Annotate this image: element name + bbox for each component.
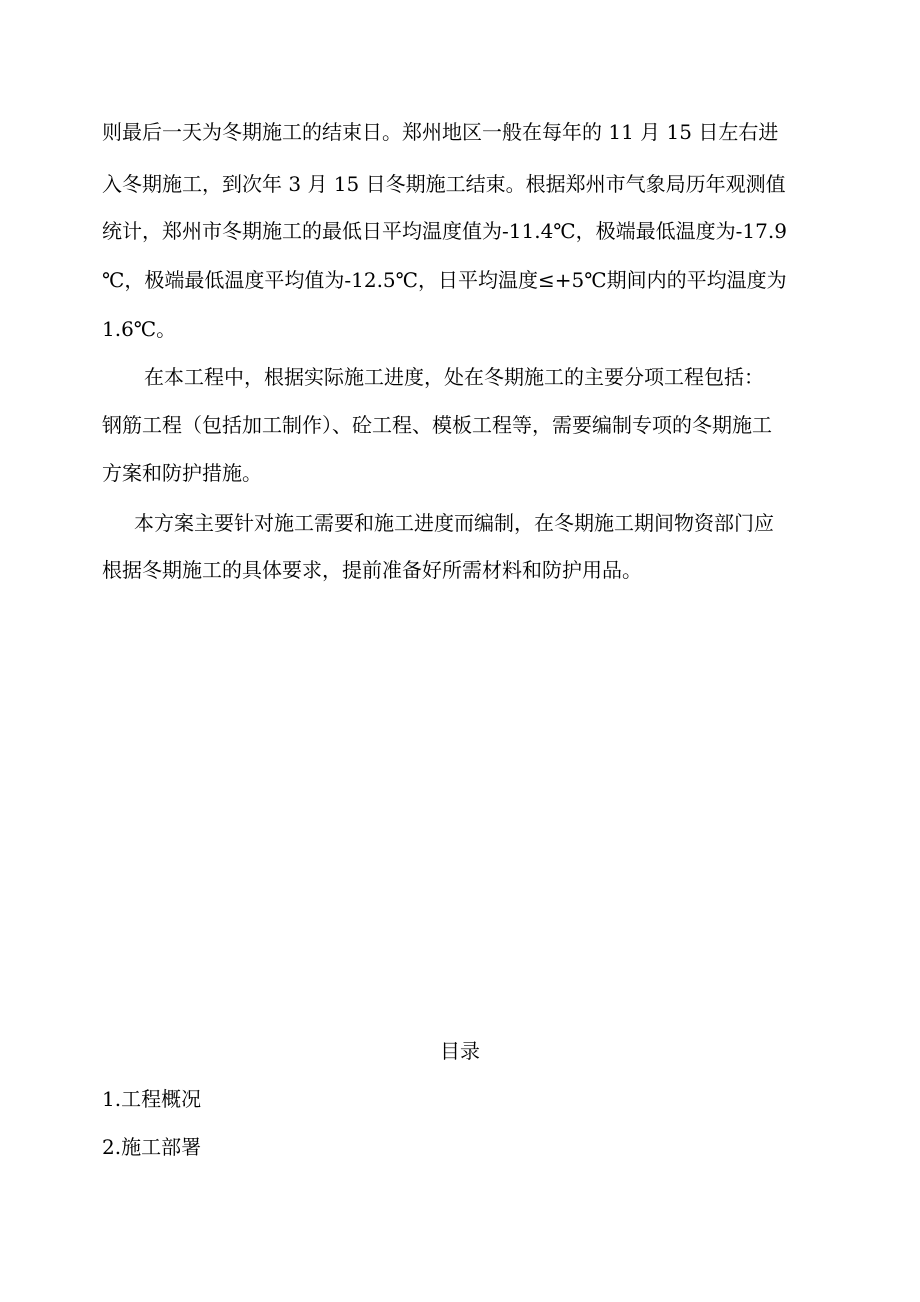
toc-title: 目录 xyxy=(440,1039,480,1063)
text-line: 入冬期施工，到次年 3 月 15 日冬期施工结束。根据郑州市气象局历年观测值 xyxy=(102,172,786,196)
toc-item: 1.工程概况 xyxy=(102,1087,202,1111)
text-line: ℃，极端最低温度平均值为-12.5℃，日平均温度≤+5℃期间内的平均温度为 xyxy=(102,268,787,292)
text-line: 根据冬期施工的具体要求，提前准备好所需材料和防护用品。 xyxy=(102,558,642,582)
text-line: 本方案主要针对施工需要和施工进度而编制，在冬期施工期间物资部门应 xyxy=(134,511,774,535)
text-line: 统计，郑州市冬期施工的最低日平均温度值为-11.4℃，极端最低温度为-17.9 xyxy=(102,219,787,243)
text-line: 钢筋工程（包括加工制作）、砼工程、模板工程等，需要编制专项的冬期施工 xyxy=(102,413,772,437)
text-line: 则最后一天为冬期施工的结束日。郑州地区一般在每年的 11 月 15 日左右进 xyxy=(102,120,779,144)
text-line: 方案和防护措施。 xyxy=(102,461,262,485)
text-line: 1.6℃。 xyxy=(102,317,177,341)
toc-item: 2.施工部署 xyxy=(102,1135,202,1159)
text-line: 在本工程中，根据实际施工进度，处在冬期施工的主要分项工程包括： xyxy=(144,365,764,389)
